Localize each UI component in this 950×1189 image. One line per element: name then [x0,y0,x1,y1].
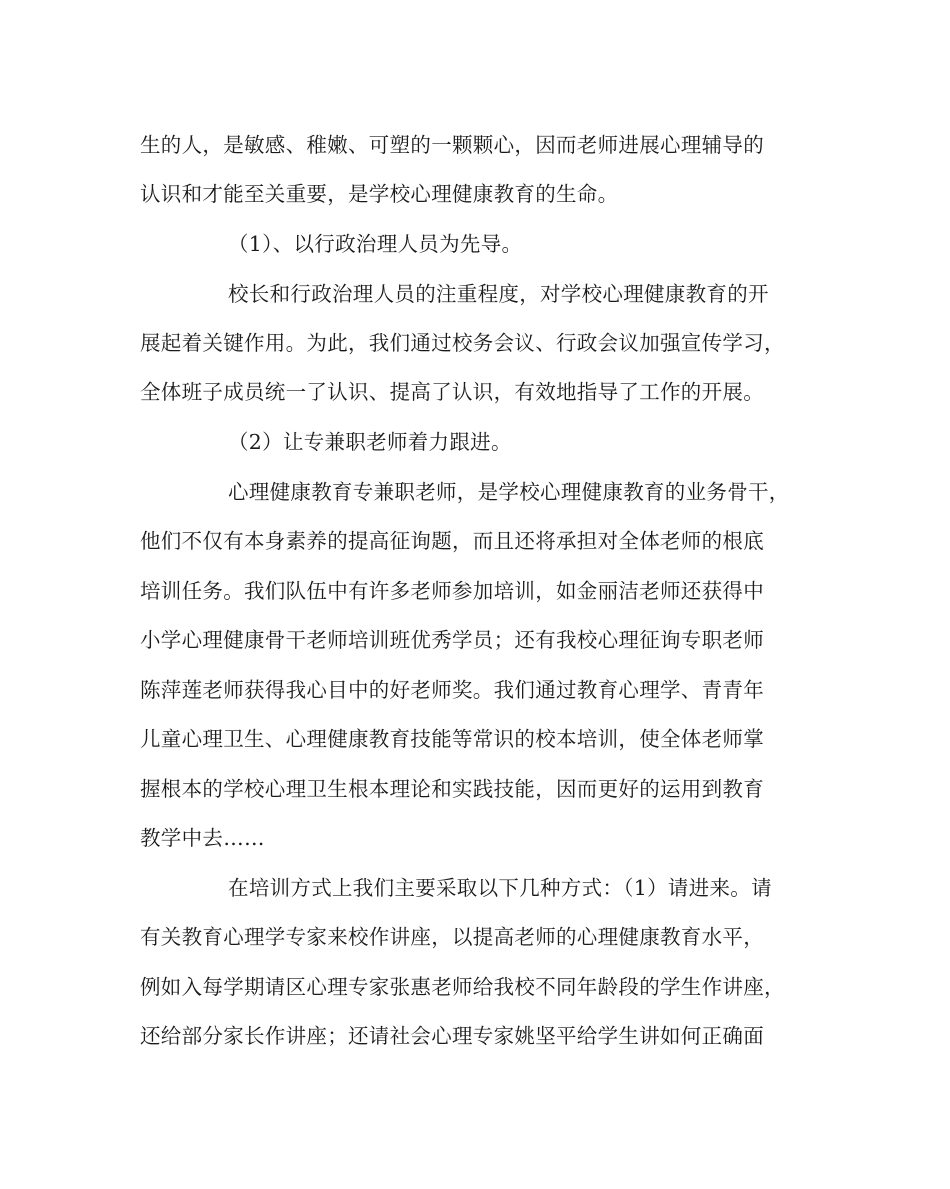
text-line: 例如入每学期请区心理专家张惠老师给我校不同年龄段的学生作讲座， [140,975,785,999]
text-line: 教学中去…… [140,826,265,850]
text-line: 他们不仅有本身素养的提高征询题，而且还将承担对全体老师的根底 [140,529,764,553]
text-line: 儿童心理卫生、心理健康教育技能等常识的校本培训，使全体老师掌 [140,727,764,751]
text-line: 生的人，是敏感、稚嫩、可塑的一颗颗心，因而老师进展心理辅导的 [140,133,764,157]
text-line: 认识和才能至关重要，是学校心理健康教育的生命。 [140,182,619,206]
text-line: 培训任务。我们队伍中有许多老师参加培训，如金丽洁老师还获得中 [140,579,764,603]
text-line: 全体班子成员统一了认识、提高了认识，有效地指导了工作的开展。 [140,380,764,404]
section-heading: （2）让专兼职老师着力跟进。 [228,430,512,454]
paragraph-first-line: 在培训方式上我们主要采取以下几种方式：（1）请进来。请 [228,876,772,900]
text-line: 展起着关键作用。为此，我们通过校务会议、行政会议加强宣传学习， [140,331,785,355]
paragraph-first-line: 心理健康教育专兼职老师，是学校心理健康教育的业务骨干， [228,480,790,504]
text-line: 有关教育心理学专家来校作讲座，以提高老师的心理健康教育水平， [140,925,764,949]
text-line: 小学心理健康骨干老师培训班优秀学员；还有我校心理征询专职老师 [140,628,764,652]
section-heading: （1）、以行政治理人员为先导。 [228,232,523,256]
text-line: 陈萍莲老师获得我心目中的好老师奖。我们通过教育心理学、青青年 [140,678,764,702]
paragraph-first-line: 校长和行政治理人员的注重程度，对学校心理健康教育的开 [228,282,769,306]
text-line: 还给部分家长作讲座；还请社会心理专家姚坚平给学生讲如何正确面 [140,1024,764,1048]
text-line: 握根本的学校心理卫生根本理论和实践技能，因而更好的运用到教育 [140,777,764,801]
